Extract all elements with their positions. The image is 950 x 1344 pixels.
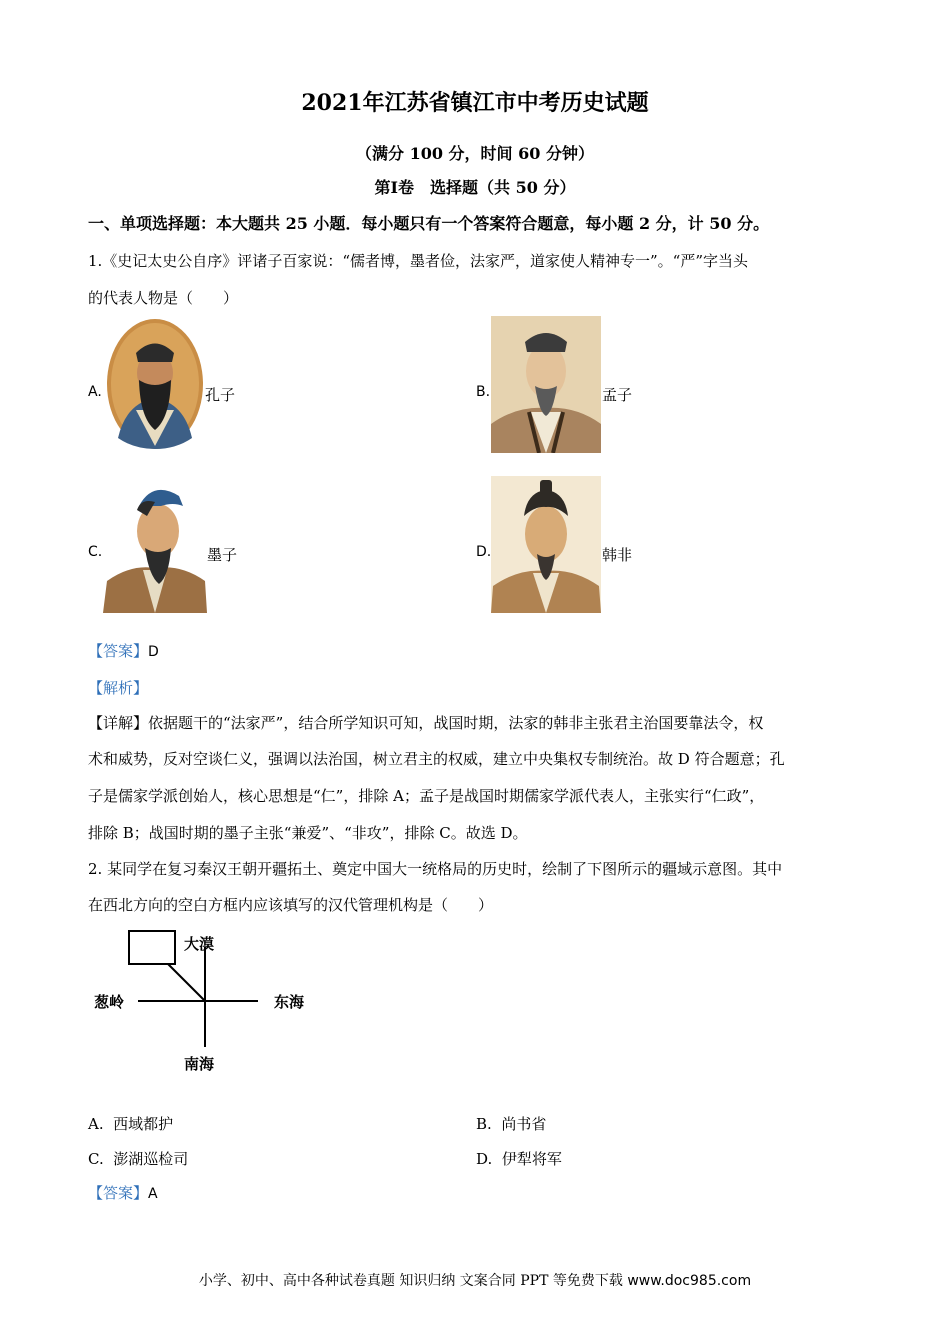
q1-detail-line2: 术和威势，反对空谈仁义，强调以法治国，树立君主的权威，建立中央集权专制统治。故 D 符合题意；孔 bbox=[88, 750, 785, 768]
q2-option-a-text: 西域都护 bbox=[113, 1115, 174, 1133]
section-heading: 第Ⅰ卷 选择题（共 50 分） bbox=[374, 178, 576, 197]
q1-option-d-name: 韩非 bbox=[602, 546, 633, 564]
q1-answer bbox=[88, 640, 159, 661]
q1-option-b-name: 孟子 bbox=[602, 386, 633, 404]
confucius-portrait bbox=[106, 318, 204, 450]
q1-stem-line1: 1.《史记太史公自序》评诸子百家说：“儒者博，墨者俭，法家严，道家使人精神专一”。“严”字当头 bbox=[88, 252, 748, 270]
footer-text: 小学、初中、高中各种试卷真题 知识归纳 文案合同 PPT 等免费下载 bbox=[198, 1273, 623, 1289]
q2-option-d-text: 伊犁将军 bbox=[501, 1150, 562, 1168]
page-title: 2021年江苏省镇江市中考历史试题 bbox=[301, 90, 649, 116]
q2-answer-value: A bbox=[148, 1186, 158, 1202]
q2-option-d-letter: D. bbox=[476, 1150, 493, 1168]
q2-option-b-letter: B. bbox=[476, 1115, 492, 1133]
q1-answer-tag: 【答案】 bbox=[88, 642, 149, 660]
q1-stem-line2: 的代表人物是（ ） bbox=[88, 289, 239, 307]
q1-option-b-letter: B. bbox=[476, 384, 491, 400]
exam-info: （满分 100 分，时间 60 分钟） bbox=[356, 144, 594, 163]
q2-option-b-text: 尚书省 bbox=[501, 1115, 547, 1133]
q2-option-c-letter: C. bbox=[88, 1150, 104, 1168]
q2-option-d bbox=[476, 1148, 562, 1169]
q1-detail-line3: 子是儒家学派创始人，核心思想是“仁”，排除 A；孟子是战国时期儒家学派代表人，主张实行“仁政”， bbox=[88, 787, 765, 805]
q1-option-c-name: 墨子 bbox=[207, 546, 238, 564]
part-heading: 一、单项选择题：本大题共 25 小题．每小题只有一个答案符合题意，每小题 2 分，计 50 分。 bbox=[88, 214, 770, 233]
footer-link[interactable]: www.doc985.com bbox=[627, 1273, 752, 1289]
q1-detail-tag: 【详解】 bbox=[88, 714, 149, 732]
q2-answer bbox=[88, 1182, 158, 1203]
q2-answer-tag: 【答案】 bbox=[88, 1184, 149, 1202]
q1-option-c-letter: C. bbox=[88, 544, 103, 560]
map-label-north: 大漠 bbox=[184, 935, 215, 953]
q2-stem-line2: 在西北方向的空白方框内应该填写的汉代管理机构是（ ） bbox=[88, 896, 494, 914]
blank-box bbox=[129, 931, 175, 964]
q2-option-a bbox=[88, 1113, 173, 1134]
q1-analysis-tag: 【解析】 bbox=[88, 679, 149, 697]
q1-detail-text1: 依据题干的“法家严”，结合所学知识可知，战国时期，法家的韩非主张君主治国要靠法令，权 bbox=[148, 714, 764, 732]
q1-option-a-name: 孔子 bbox=[205, 386, 236, 404]
q1-answer-value: D bbox=[148, 644, 159, 660]
mencius-portrait bbox=[491, 316, 601, 453]
q1-option-a-letter: A. bbox=[88, 384, 102, 400]
map-label-east: 东海 bbox=[274, 993, 305, 1011]
q2-option-a-letter: A. bbox=[88, 1115, 104, 1133]
q2-option-b bbox=[476, 1113, 546, 1134]
q2-option-c-text: 澎湖巡检司 bbox=[113, 1150, 189, 1168]
footer bbox=[0, 1270, 950, 1290]
q1-detail-line1 bbox=[88, 712, 763, 733]
q1-option-d-letter: D. bbox=[476, 544, 492, 560]
mozi-portrait bbox=[103, 476, 207, 613]
q1-detail-line4: 排除 B；战国时期的墨子主张“兼爱”、“非攻”，排除 C。故选 D。 bbox=[88, 824, 528, 842]
q2-option-c bbox=[88, 1148, 188, 1169]
map-label-west: 葱岭 bbox=[94, 993, 125, 1011]
territory-diagram bbox=[88, 925, 328, 1075]
map-label-south: 南海 bbox=[184, 1055, 215, 1073]
q2-stem-line1: 2. 某同学在复习秦汉王朝开疆拓土、奠定中国大一统格局的历史时，绘制了下图所示的疆域示意图。其中 bbox=[88, 860, 783, 878]
hanfei-portrait bbox=[491, 476, 601, 613]
